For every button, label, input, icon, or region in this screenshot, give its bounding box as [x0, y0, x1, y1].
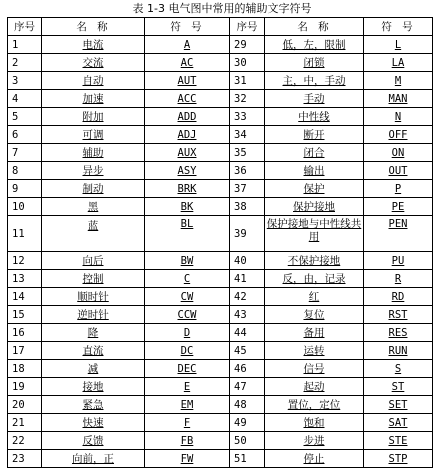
name-cell: 红: [265, 288, 364, 306]
row-number-cell: 44: [230, 324, 265, 342]
row-number-cell: 18: [8, 360, 42, 378]
table-body: [8, 36, 433, 468]
name-cell: 闭锁: [265, 54, 364, 72]
name-cell: 自动: [42, 72, 145, 90]
row-number-cell: 48: [230, 396, 265, 414]
name-cell: 手动: [265, 90, 364, 108]
name-cell: 反馈: [42, 432, 145, 450]
table-row: [8, 108, 433, 126]
name-cell: 保护: [265, 180, 364, 198]
symbol-cell: N: [364, 108, 433, 126]
table-row: [8, 252, 433, 270]
symbol-cell: RES: [364, 324, 433, 342]
symbol-cell: ADD: [145, 108, 230, 126]
name-cell: 备用: [265, 324, 364, 342]
header-cell: 序号: [230, 18, 265, 36]
name-cell: 控制: [42, 270, 145, 288]
row-number-cell: 6: [8, 126, 42, 144]
name-cell: 反，由，记录: [265, 270, 364, 288]
name-cell: 快速: [42, 414, 145, 432]
table-row: [8, 450, 433, 468]
row-number-cell: 17: [8, 342, 42, 360]
table-caption: 表 1-3 电气图中常用的辅助文字符号: [132, 2, 312, 15]
table-row: [8, 126, 433, 144]
symbol-cell: PE: [364, 198, 433, 216]
name-cell: 低，左，限制: [265, 36, 364, 54]
name-cell: 中性线: [265, 108, 364, 126]
symbol-cell: RUN: [364, 342, 433, 360]
symbol-cell: E: [145, 378, 230, 396]
name-cell: 信号: [265, 360, 364, 378]
auxiliary-symbols-table: [7, 17, 433, 468]
symbol-cell: P: [364, 180, 433, 198]
name-cell: 闭合: [265, 144, 364, 162]
table-row: [8, 90, 433, 108]
name-cell: 运转: [265, 342, 364, 360]
table-row: [8, 72, 433, 90]
row-number-cell: 15: [8, 306, 42, 324]
table-row: [8, 162, 433, 180]
name-cell: 逆时针: [42, 306, 145, 324]
table-row: [8, 378, 433, 396]
name-cell: 紧急: [42, 396, 145, 414]
name-cell: 起动: [265, 378, 364, 396]
row-number-cell: 34: [230, 126, 265, 144]
symbol-cell: FW: [145, 450, 230, 468]
name-cell: 附加: [42, 108, 145, 126]
symbol-cell: CW: [145, 288, 230, 306]
row-number-cell: 30: [230, 54, 265, 72]
symbol-cell: AUX: [145, 144, 230, 162]
row-number-cell: 20: [8, 396, 42, 414]
header-cell: 序号: [8, 18, 42, 36]
row-number-cell: 3: [8, 72, 42, 90]
symbol-cell: BL: [145, 216, 230, 252]
symbol-cell: LA: [364, 54, 433, 72]
row-number-cell: 10: [8, 198, 42, 216]
name-cell: 可调: [42, 126, 145, 144]
row-number-cell: 11: [8, 216, 42, 252]
symbol-cell: RST: [364, 306, 433, 324]
row-number-cell: 36: [230, 162, 265, 180]
row-number-cell: 5: [8, 108, 42, 126]
row-number-cell: 21: [8, 414, 42, 432]
row-number-cell: 13: [8, 270, 42, 288]
row-number-cell: 4: [8, 90, 42, 108]
symbol-cell: MAN: [364, 90, 433, 108]
symbol-cell: DC: [145, 342, 230, 360]
table-row: [8, 180, 433, 198]
name-cell: 置位，定位: [265, 396, 364, 414]
row-number-cell: 33: [230, 108, 265, 126]
row-number-cell: 49: [230, 414, 265, 432]
row-number-cell: 39: [230, 216, 265, 252]
symbol-cell: BK: [145, 198, 230, 216]
symbol-cell: ST: [364, 378, 433, 396]
name-cell: 向后: [42, 252, 145, 270]
row-number-cell: 19: [8, 378, 42, 396]
row-number-cell: 8: [8, 162, 42, 180]
name-cell: 制动: [42, 180, 145, 198]
header-cell: 符 号: [364, 18, 433, 36]
name-cell: 黑: [42, 198, 145, 216]
name-cell: 顺时针: [42, 288, 145, 306]
row-number-cell: 35: [230, 144, 265, 162]
row-number-cell: 31: [230, 72, 265, 90]
name-cell: 复位: [265, 306, 364, 324]
header-cell: 名 称: [42, 18, 145, 36]
table-row: [8, 36, 433, 54]
row-number-cell: 45: [230, 342, 265, 360]
row-number-cell: 41: [230, 270, 265, 288]
name-cell: 主，中，手动: [265, 72, 364, 90]
name-cell: 停止: [265, 450, 364, 468]
row-number-cell: 22: [8, 432, 42, 450]
symbol-cell: S: [364, 360, 433, 378]
symbol-cell: STE: [364, 432, 433, 450]
row-number-cell: 32: [230, 90, 265, 108]
row-number-cell: 2: [8, 54, 42, 72]
symbol-cell: M: [364, 72, 433, 90]
table-row: [8, 396, 433, 414]
row-number-cell: 42: [230, 288, 265, 306]
table-row: [8, 432, 433, 450]
symbol-cell: C: [145, 270, 230, 288]
row-number-cell: 29: [230, 36, 265, 54]
name-cell: 向前，正: [42, 450, 145, 468]
symbol-cell: FB: [145, 432, 230, 450]
name-cell: 输出: [265, 162, 364, 180]
name-cell: 降: [42, 324, 145, 342]
row-number-cell: 51: [230, 450, 265, 468]
header-cell: 名 称: [265, 18, 364, 36]
symbol-cell: ON: [364, 144, 433, 162]
symbol-cell: ADJ: [145, 126, 230, 144]
symbol-cell: AUT: [145, 72, 230, 90]
symbol-cell: A: [145, 36, 230, 54]
symbol-cell: SAT: [364, 414, 433, 432]
symbol-cell: BW: [145, 252, 230, 270]
name-cell: 辅助: [42, 144, 145, 162]
row-number-cell: 43: [230, 306, 265, 324]
row-number-cell: 50: [230, 432, 265, 450]
symbol-cell: ASY: [145, 162, 230, 180]
symbol-cell: RD: [364, 288, 433, 306]
name-cell: 蓝: [42, 216, 145, 252]
name-cell: 断开: [265, 126, 364, 144]
symbol-cell: SET: [364, 396, 433, 414]
row-number-cell: 9: [8, 180, 42, 198]
symbol-cell: ACC: [145, 90, 230, 108]
symbol-cell: STP: [364, 450, 433, 468]
symbol-cell: R: [364, 270, 433, 288]
row-number-cell: 38: [230, 198, 265, 216]
row-number-cell: 16: [8, 324, 42, 342]
symbol-cell: L: [364, 36, 433, 54]
row-number-cell: 23: [8, 450, 42, 468]
table-row: [8, 54, 433, 72]
table-row: [8, 360, 433, 378]
row-number-cell: 7: [8, 144, 42, 162]
name-cell: 不保护接地: [265, 252, 364, 270]
table-row: [8, 342, 433, 360]
symbol-cell: D: [145, 324, 230, 342]
row-number-cell: 47: [230, 378, 265, 396]
name-cell: 保护接地: [265, 198, 364, 216]
table-row: [8, 216, 433, 252]
symbol-cell: PU: [364, 252, 433, 270]
table-row: [8, 144, 433, 162]
row-number-cell: 37: [230, 180, 265, 198]
table-row: [8, 198, 433, 216]
table-row: [8, 306, 433, 324]
row-number-cell: 40: [230, 252, 265, 270]
symbol-cell: PEN: [364, 216, 433, 252]
name-cell: 保护接地与中性线共用: [265, 216, 364, 252]
row-number-cell: 46: [230, 360, 265, 378]
name-cell: 交流: [42, 54, 145, 72]
table-row: [8, 288, 433, 306]
name-cell: 电流: [42, 36, 145, 54]
name-cell: 接地: [42, 378, 145, 396]
row-number-cell: 14: [8, 288, 42, 306]
symbol-cell: F: [145, 414, 230, 432]
symbol-cell: AC: [145, 54, 230, 72]
symbol-cell: CCW: [145, 306, 230, 324]
name-cell: 直流: [42, 342, 145, 360]
symbol-cell: BRK: [145, 180, 230, 198]
table-row: [8, 414, 433, 432]
name-cell: 步进: [265, 432, 364, 450]
name-cell: 饱和: [265, 414, 364, 432]
symbol-cell: EM: [145, 396, 230, 414]
row-number-cell: 12: [8, 252, 42, 270]
row-number-cell: 1: [8, 36, 42, 54]
symbol-cell: OUT: [364, 162, 433, 180]
name-cell: 减: [42, 360, 145, 378]
name-cell: 异步: [42, 162, 145, 180]
symbol-cell: DEC: [145, 360, 230, 378]
header-row: [8, 18, 433, 36]
name-cell: 加速: [42, 90, 145, 108]
header-cell: 符 号: [145, 18, 230, 36]
symbol-cell: OFF: [364, 126, 433, 144]
table-row: [8, 324, 433, 342]
table-row: [8, 270, 433, 288]
